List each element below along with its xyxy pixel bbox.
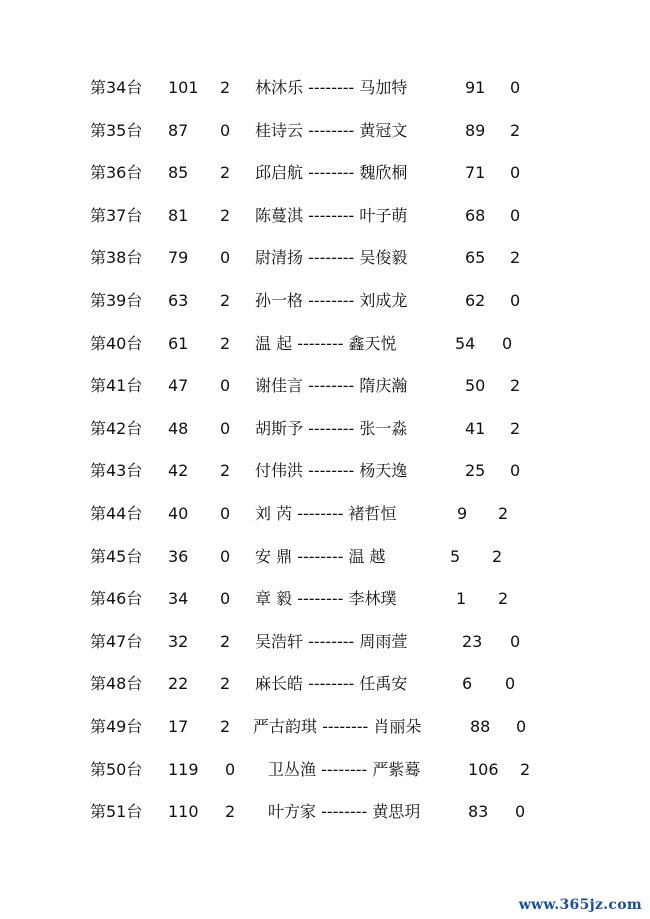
player1-name: 桂诗云 <box>255 120 304 140</box>
pairing-row <box>0 365 650 408</box>
player1-name: 林沐乐 <box>255 78 304 97</box>
player2-name: 黄冠文 <box>359 120 408 140</box>
player2-name: 鑫天悦 <box>348 333 397 353</box>
player2-score: 0 <box>516 716 527 736</box>
player2-number: 6 <box>462 674 473 694</box>
table-number: 第37台 <box>90 205 143 225</box>
player2-number: 68 <box>465 205 486 225</box>
player1-score: 2 <box>225 802 236 822</box>
table-number: 第43台 <box>90 461 143 481</box>
player1-score: 2 <box>220 78 231 97</box>
separator: -------- <box>308 418 355 438</box>
player1-score: 2 <box>220 631 231 651</box>
pairing-row <box>0 749 650 792</box>
player2-number: 106 <box>468 759 499 779</box>
player2-score: 0 <box>505 674 516 694</box>
player2-number: 23 <box>462 631 483 651</box>
match-text <box>255 237 407 279</box>
pairing-row <box>0 408 650 451</box>
pairing-row <box>0 152 650 195</box>
player1-number: 42 <box>168 461 189 481</box>
player2-name: 刘成龙 <box>359 290 408 310</box>
separator: -------- <box>308 461 355 481</box>
player2-name: 肖丽朵 <box>373 716 422 736</box>
player1-name: 温 起 <box>255 333 293 353</box>
player1-name: 麻长皓 <box>255 674 304 694</box>
player2-number: 91 <box>465 78 486 97</box>
player1-score: 0 <box>220 589 231 609</box>
separator: -------- <box>308 78 355 97</box>
player2-number: 89 <box>465 120 486 140</box>
player2-number: 71 <box>465 163 486 183</box>
player2-name: 魏欣桐 <box>359 163 408 183</box>
match-text <box>255 450 407 492</box>
player2-number: 9 <box>457 503 468 523</box>
separator: -------- <box>308 674 355 694</box>
match-text <box>255 323 396 365</box>
player1-score: 0 <box>220 120 231 140</box>
player2-score: 2 <box>492 546 503 566</box>
match-text <box>255 110 407 152</box>
player2-name: 褚哲恒 <box>348 503 397 523</box>
table-number: 第39台 <box>90 290 143 310</box>
table-number: 第47台 <box>90 631 143 651</box>
player1-number: 87 <box>168 120 189 140</box>
match-text <box>253 706 421 748</box>
separator: -------- <box>321 759 368 779</box>
player1-name: 谢佳言 <box>255 376 304 396</box>
player1-name: 刘 芮 <box>255 503 293 523</box>
player2-number: 65 <box>465 248 486 268</box>
player2-number: 50 <box>465 376 486 396</box>
player1-name: 付伟洪 <box>255 461 304 481</box>
table-number: 第36台 <box>90 163 143 183</box>
match-text <box>255 67 407 109</box>
match-text <box>255 621 407 663</box>
player2-name: 任禹安 <box>359 674 408 694</box>
pairing-row <box>0 621 650 664</box>
player2-name: 严紫蓦 <box>372 759 421 779</box>
pairing-row <box>0 323 650 366</box>
match-text <box>255 152 407 194</box>
player2-name: 吴俊毅 <box>359 248 408 268</box>
pairing-row <box>0 493 650 536</box>
player2-score: 2 <box>520 759 531 779</box>
pairings-list <box>0 67 650 834</box>
player1-name: 陈蔓淇 <box>255 205 304 225</box>
pairing-row <box>0 110 650 153</box>
player2-score: 0 <box>510 631 521 651</box>
player1-number: 32 <box>168 631 189 651</box>
player1-name: 尉清扬 <box>255 248 304 268</box>
player2-score: 2 <box>510 376 521 396</box>
player1-number: 79 <box>168 248 189 268</box>
player1-score: 2 <box>220 716 231 736</box>
player2-score: 0 <box>510 163 521 183</box>
pairing-row <box>0 663 650 706</box>
table-number: 第34台 <box>90 78 143 97</box>
player1-score: 2 <box>220 163 231 183</box>
player2-score: 0 <box>502 333 513 353</box>
separator: -------- <box>308 205 355 225</box>
player1-number: 119 <box>168 759 199 779</box>
player2-name: 叶子萌 <box>359 205 408 225</box>
separator: -------- <box>308 248 355 268</box>
player2-number: 83 <box>468 802 489 822</box>
match-text <box>255 408 407 450</box>
player2-score: 0 <box>510 461 521 481</box>
table-number: 第35台 <box>90 120 143 140</box>
pairing-row <box>0 450 650 493</box>
player2-number: 54 <box>455 333 476 353</box>
player1-name: 章 毅 <box>255 589 293 609</box>
player2-number: 25 <box>465 461 486 481</box>
player1-number: 47 <box>168 376 189 396</box>
table-number: 第50台 <box>90 759 143 779</box>
player2-name: 杨天逸 <box>359 461 408 481</box>
match-text <box>268 791 420 833</box>
player2-score: 0 <box>510 290 521 310</box>
player2-number: 1 <box>456 589 467 609</box>
separator: -------- <box>308 290 355 310</box>
player1-score: 2 <box>220 674 231 694</box>
pairing-row <box>0 706 650 749</box>
player1-number: 61 <box>168 333 189 353</box>
player2-score: 2 <box>510 120 521 140</box>
player1-number: 22 <box>168 674 189 694</box>
match-text <box>268 749 420 791</box>
table-number: 第46台 <box>90 589 143 609</box>
match-text <box>255 365 407 407</box>
player2-name: 隋庆瀚 <box>359 376 408 396</box>
pairing-row <box>0 67 650 110</box>
player1-name: 严古韵琪 <box>253 716 318 736</box>
table-number: 第49台 <box>90 716 143 736</box>
match-text <box>255 493 396 535</box>
match-text <box>255 195 407 237</box>
player2-number: 41 <box>465 418 486 438</box>
player2-score: 0 <box>510 205 521 225</box>
player1-score: 0 <box>220 376 231 396</box>
player1-number: 36 <box>168 546 189 566</box>
player1-score: 2 <box>220 461 231 481</box>
pairing-row <box>0 578 650 621</box>
pairing-row <box>0 791 650 834</box>
table-number: 第51台 <box>90 802 143 822</box>
player2-score: 0 <box>515 802 526 822</box>
player1-score: 0 <box>220 503 231 523</box>
pairing-row <box>0 536 650 579</box>
table-number: 第45台 <box>90 546 143 566</box>
player1-name: 吴浩轩 <box>255 631 304 651</box>
table-number: 第38台 <box>90 248 143 268</box>
separator: -------- <box>297 589 344 609</box>
table-number: 第40台 <box>90 333 143 353</box>
separator: -------- <box>308 631 355 651</box>
player1-number: 101 <box>168 78 199 97</box>
separator: -------- <box>297 333 344 353</box>
table-number: 第44台 <box>90 503 143 523</box>
player2-name: 马加特 <box>359 78 408 97</box>
player1-name: 卫丛渔 <box>268 759 317 779</box>
pairing-row <box>0 195 650 238</box>
separator: -------- <box>308 163 355 183</box>
table-number: 第42台 <box>90 418 143 438</box>
player1-score: 0 <box>220 418 231 438</box>
player2-name: 黄思玥 <box>372 802 421 822</box>
separator: -------- <box>308 120 355 140</box>
player1-score: 2 <box>220 333 231 353</box>
player1-number: 40 <box>168 503 189 523</box>
pairing-row <box>0 237 650 280</box>
player2-score: 2 <box>510 248 521 268</box>
player2-number: 62 <box>465 290 486 310</box>
player1-name: 胡斯予 <box>255 418 304 438</box>
table-number: 第48台 <box>90 674 143 694</box>
player2-name: 周雨萱 <box>359 631 408 651</box>
player1-name: 邱启航 <box>255 163 304 183</box>
match-text <box>255 578 396 620</box>
player1-number: 63 <box>168 290 189 310</box>
watermark: www.365jz.com <box>518 897 642 913</box>
player2-number: 88 <box>470 716 491 736</box>
separator: -------- <box>321 802 368 822</box>
player1-score: 0 <box>220 248 231 268</box>
match-text <box>255 663 407 705</box>
player1-number: 48 <box>168 418 189 438</box>
match-text <box>255 536 386 578</box>
player1-score: 0 <box>225 759 236 779</box>
separator: -------- <box>308 376 355 396</box>
player1-name: 安 鼎 <box>255 546 293 566</box>
player2-score: 2 <box>498 589 509 609</box>
pairing-row <box>0 280 650 323</box>
player1-number: 110 <box>168 802 199 822</box>
table-number: 第41台 <box>90 376 143 396</box>
separator: -------- <box>297 503 344 523</box>
player1-name: 孙一格 <box>255 290 304 310</box>
separator: -------- <box>322 716 369 736</box>
player2-score: 2 <box>498 503 509 523</box>
player2-number: 5 <box>450 546 461 566</box>
match-text <box>255 280 407 322</box>
player2-name: 温 越 <box>348 546 386 566</box>
player1-number: 81 <box>168 205 189 225</box>
player1-number: 17 <box>168 716 189 736</box>
player2-name: 张一淼 <box>359 418 408 438</box>
player2-score: 0 <box>510 78 521 97</box>
player1-name: 叶方家 <box>268 802 317 822</box>
player1-score: 0 <box>220 546 231 566</box>
player1-score: 2 <box>220 290 231 310</box>
player1-number: 85 <box>168 163 189 183</box>
player1-number: 34 <box>168 589 189 609</box>
separator: -------- <box>297 546 344 566</box>
player2-score: 2 <box>510 418 521 438</box>
player2-name: 李林璞 <box>348 589 397 609</box>
player1-score: 2 <box>220 205 231 225</box>
